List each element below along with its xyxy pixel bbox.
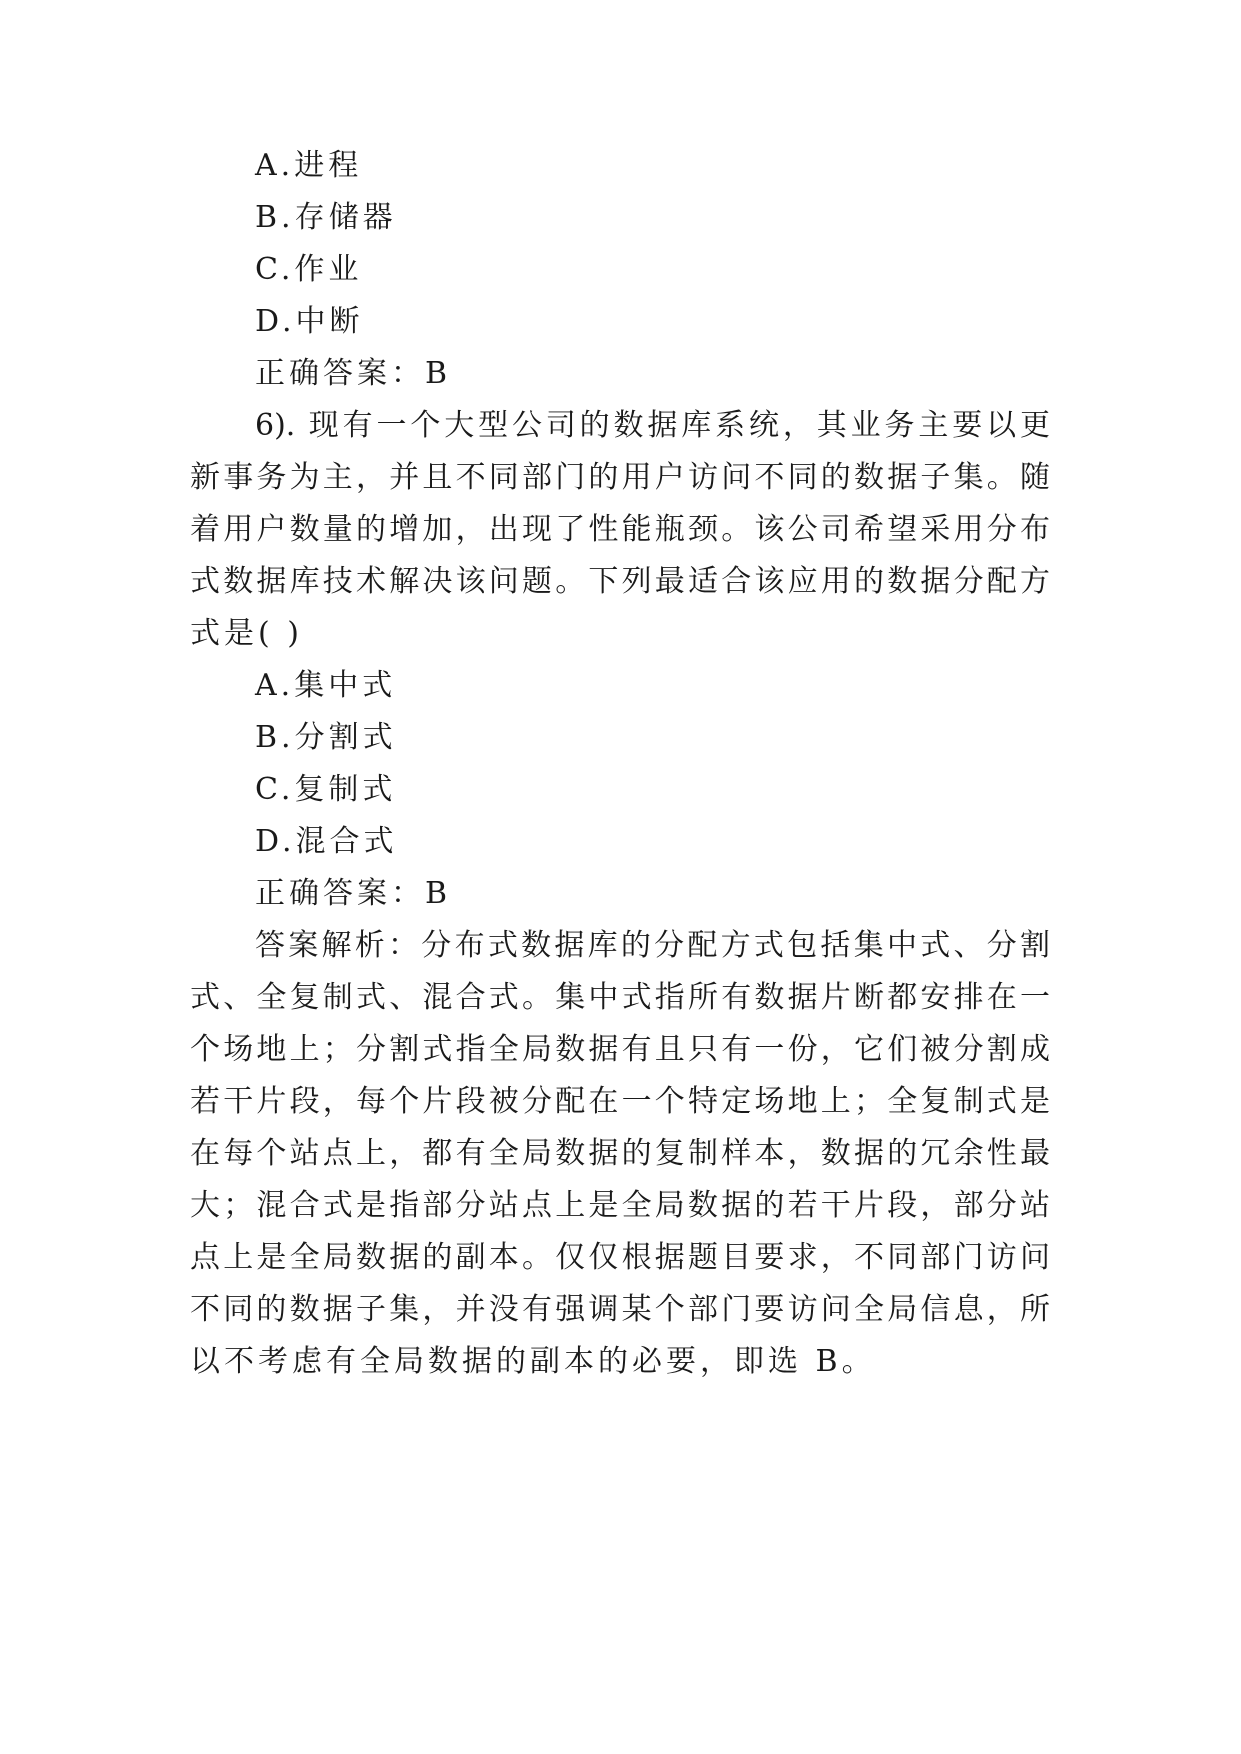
q5-option-d: D.中断 xyxy=(255,304,364,339)
q6-explanation-line: 式、全复制式、混合式。集中式指所有数据片断都安排在一 xyxy=(190,980,1050,1015)
q6-explanation-line: 在每个站点上，都有全局数据的复制样本，数据的冗余性最 xyxy=(190,1136,1050,1171)
q6-question-line: 式数据库技术解决该问题。下列最适合该应用的数据分配方 xyxy=(190,564,1050,599)
q6-question-line: 着用户数量的增加，出现了性能瓶颈。该公司希望采用分布 xyxy=(190,512,1050,547)
q6-explanation-line: 若干片段，每个片段被分配在一个特定场地上；全复制式是 xyxy=(190,1084,1050,1119)
q6-explanation-line: 答案解析：分布式数据库的分配方式包括集中式、分割 xyxy=(255,928,1050,963)
q5-option-b: B.存储器 xyxy=(255,200,397,235)
q6-question-line: 式是( ) xyxy=(190,616,303,651)
q5-option-c: C.作业 xyxy=(255,252,363,287)
q6-explanation-line: 不同的数据子集，并没有强调某个部门要访问全局信息，所 xyxy=(190,1292,1050,1327)
q6-explanation-line: 以不考虑有全局数据的副本的必要，即选 B。 xyxy=(190,1344,876,1379)
q6-option-c: C.复制式 xyxy=(255,772,397,807)
q6-explanation-line: 点上是全局数据的副本。仅仅根据题目要求，不同部门访问 xyxy=(190,1240,1050,1275)
q6-explanation-line: 大；混合式是指部分站点上是全局数据的若干片段，部分站 xyxy=(190,1188,1050,1223)
q5-correct-answer: 正确答案：B xyxy=(255,356,452,391)
q5-option-a: A.进程 xyxy=(255,148,363,183)
q6-option-d: D.混合式 xyxy=(255,824,398,859)
q6-explanation-line: 个场地上；分割式指全局数据有且只有一份，它们被分割成 xyxy=(190,1032,1050,1067)
q6-option-a: A.集中式 xyxy=(255,668,397,703)
q6-question-line: 6). 现有一个大型公司的数据库系统，其业务主要以更 xyxy=(255,408,1050,443)
q6-question-line: 新事务为主，并且不同部门的用户访问不同的数据子集。随 xyxy=(190,460,1050,495)
q6-correct-answer: 正确答案：B xyxy=(255,876,452,911)
q6-option-b: B.分割式 xyxy=(255,720,397,755)
